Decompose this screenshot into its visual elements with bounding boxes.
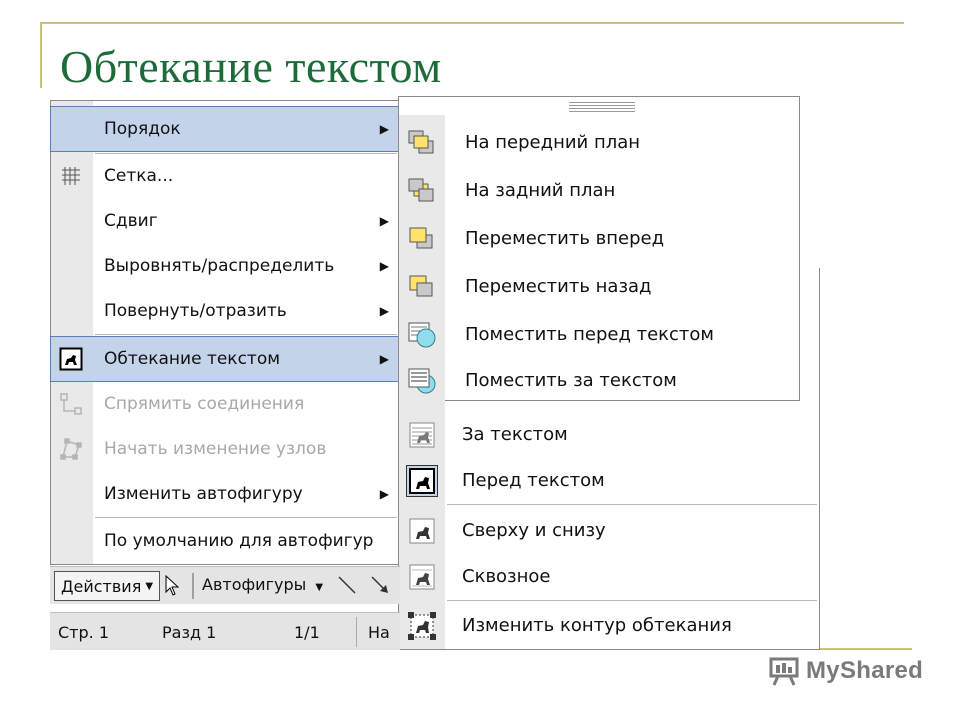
bring-in-front-of-text-icon xyxy=(407,321,437,349)
autoshapes-menu-button[interactable]: Автофигуры ▼ xyxy=(202,575,324,594)
dropdown-arrow-icon: ▼ xyxy=(145,580,154,592)
arrow-tool-button[interactable] xyxy=(368,573,392,597)
wrap-behind-text[interactable]: За текстом xyxy=(399,412,819,458)
line-tool-button[interactable] xyxy=(335,573,359,597)
submenu-arrow-icon: ▶ xyxy=(379,352,389,366)
order-submenu xyxy=(398,96,800,401)
send-to-back-icon xyxy=(407,177,437,205)
send-behind-text-icon xyxy=(407,367,437,395)
bring-to-front-icon xyxy=(407,129,437,157)
presentation-board-icon xyxy=(768,656,800,686)
behind-text-icon xyxy=(407,420,437,450)
menu-separator xyxy=(95,334,397,335)
actions-menu-button[interactable]: Действия ▼ xyxy=(54,571,160,601)
menu-item-align-distribute[interactable]: Выровнять/распределить ▶ xyxy=(104,256,389,276)
pointer-icon xyxy=(164,575,180,597)
bring-forward-icon xyxy=(407,225,437,253)
slide-title: Обтекание текстом xyxy=(60,41,442,92)
status-page: Стр. 1 xyxy=(58,623,109,642)
status-page-count: 1/1 xyxy=(294,623,320,642)
order-bring-forward[interactable]: Переместить вперед xyxy=(399,215,799,263)
send-backward-icon xyxy=(407,273,437,301)
status-section: Разд 1 xyxy=(162,623,217,642)
order-send-backward[interactable]: Переместить назад xyxy=(399,263,799,311)
toolbar-divider xyxy=(192,573,194,599)
menu-item-change-autoshape[interactable]: Изменить автофигуру ▶ xyxy=(104,484,389,504)
watermark-text: MyShared xyxy=(806,657,924,684)
dropdown-arrow-icon: ▼ xyxy=(315,582,324,593)
watermark xyxy=(768,656,923,686)
wrap-in-front-of-text[interactable]: Перед текстом xyxy=(399,458,819,504)
order-send-behind-text[interactable]: Поместить за текстом xyxy=(399,357,799,405)
order-bring-in-front-of-text[interactable]: Поместить перед текстом xyxy=(399,311,799,359)
select-objects-button[interactable] xyxy=(160,571,184,601)
status-bar xyxy=(50,612,400,650)
grid-icon xyxy=(57,162,85,190)
arrow-icon xyxy=(368,573,392,597)
drawing-toolbar xyxy=(50,566,400,604)
decor-line-bottom xyxy=(820,648,912,650)
status-divider xyxy=(356,617,357,647)
menu-separator xyxy=(95,517,397,518)
status-position: На xyxy=(368,623,390,642)
in-front-of-text-icon xyxy=(407,466,437,496)
menu-item-autoshape-defaults[interactable]: По умолчанию для автофигур xyxy=(104,531,374,551)
menu-item-rotate-flip[interactable]: Повернуть/отразить ▶ xyxy=(104,301,389,321)
menu-item-order[interactable]: Порядок ▶ xyxy=(51,107,399,151)
menu-item-edit-points[interactable]: Начать изменение узлов xyxy=(51,427,399,471)
submenu-arrow-icon: ▶ xyxy=(379,487,389,501)
order-bring-to-front[interactable]: На передний план xyxy=(399,119,799,167)
drag-grip[interactable] xyxy=(569,102,635,112)
connector-icon xyxy=(57,390,85,418)
wrap-top-and-bottom[interactable]: Сверху и снизу xyxy=(399,508,819,554)
menu-item-straighten-connectors[interactable]: Спрямить соединения xyxy=(51,382,399,426)
top-bottom-icon xyxy=(407,516,437,546)
menu-item-nudge[interactable]: Сдвиг ▶ xyxy=(104,211,389,231)
decor-line-left xyxy=(40,22,42,88)
submenu-arrow-icon: ▶ xyxy=(379,214,389,228)
menu-separator xyxy=(447,504,817,505)
draw-actions-menu xyxy=(50,100,400,565)
wrap-through[interactable]: Сквозное xyxy=(399,554,819,600)
text-wrap-icon xyxy=(57,345,85,373)
wrap-edit-points[interactable]: Изменить контур обтекания xyxy=(399,603,819,649)
submenu-arrow-icon: ▶ xyxy=(379,122,389,136)
decor-line-top xyxy=(40,22,904,24)
menu-separator xyxy=(447,600,817,601)
menu-item-text-wrapping[interactable]: Обтекание текстом ▶ xyxy=(51,337,399,381)
order-send-to-back[interactable]: На задний план xyxy=(399,167,799,215)
edit-wrap-points-icon xyxy=(407,611,437,641)
menu-item-grid[interactable]: Сетка... xyxy=(51,154,399,198)
edit-points-icon xyxy=(57,435,85,463)
line-icon xyxy=(335,573,359,597)
submenu-arrow-icon: ▶ xyxy=(379,304,389,318)
through-icon xyxy=(407,562,437,592)
submenu-arrow-icon: ▶ xyxy=(379,259,389,273)
